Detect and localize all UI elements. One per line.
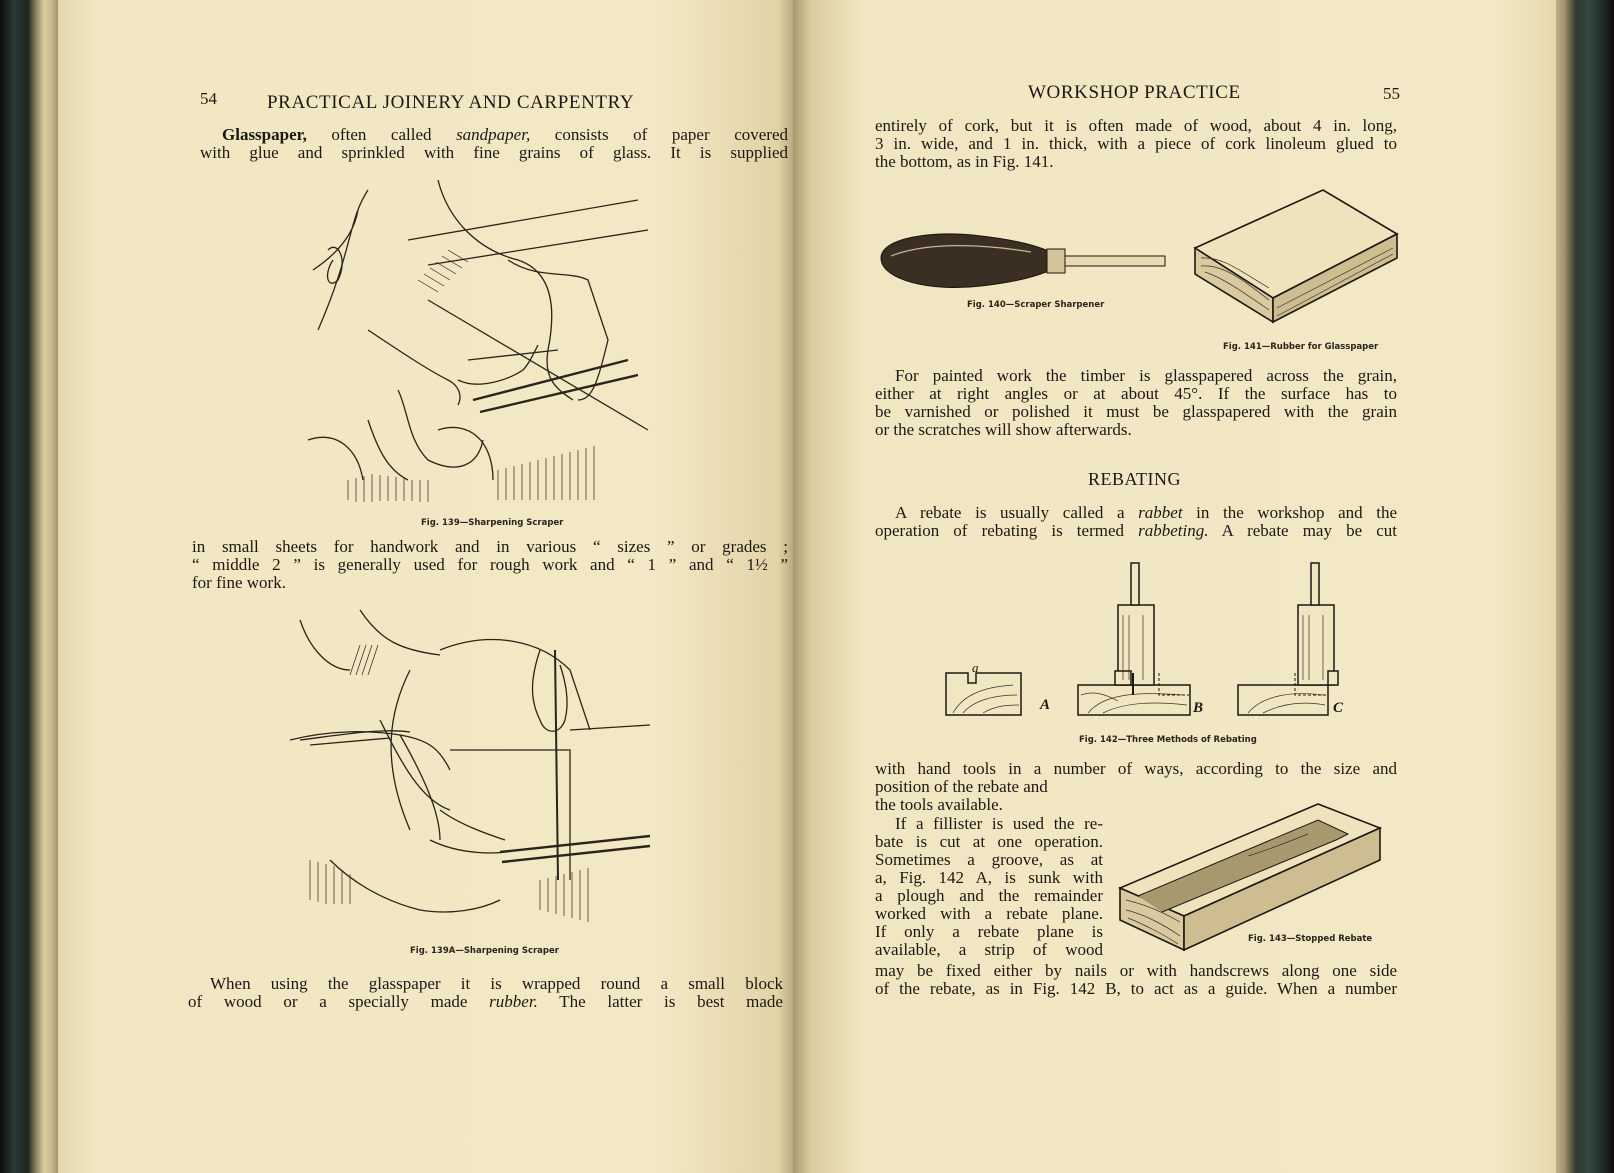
figure-139a-caption: Fig. 139A—Sharpening Scraper [410,946,559,956]
figure-142-caption: Fig. 142—Three Methods of Rebating [1079,735,1257,745]
left-page [58,0,793,1173]
figure-142-label-A: A [1040,697,1051,713]
running-head: WORKSHOP PRACTICE [1028,82,1241,103]
paragraph-cork: entirely of cork, but it is often made of wood, about 4 in. long, 3 in. wide, and 1 in. thick, with a piece of cork linoleum glued to the bottom, as in Fig. 141. [875,116,1397,171]
figure-142-label-a: a [972,660,979,675]
figure-139-caption: Fig. 139—Sharpening Scraper [421,518,564,528]
figure-143-illustration [1118,800,1398,950]
figure-140-caption: Fig. 140—Scraper Sharpener [967,300,1105,310]
paragraph-rebate-intro: A rebate is usually called a rabbet in the workshop and the operation of rebating is termed rabbeting. A rebate may be cut [875,503,1398,540]
paragraph-strip-of-wood: may be fixed either by nails or with handscrews along one side of the rebate, as in Fig. 142 B, to act as a guide. When a number [875,961,1397,998]
page-number: 55 [1383,84,1400,103]
running-head: PRACTICAL JOINERY AND CARPENTRY [267,92,635,113]
paragraph-fillister: If a fillister is used the re- bate is cut at one operation. Sometimes a groove, as at a, Fig. 142 A, is sunk with a plough and the remainder worked with a rebate plane. If only a rebate plane is available, a strip of wood [875,814,1103,959]
paragraph-painted-work: For painted work the timber is glasspapered across the grain, either at right angles or at about 45°. If the surface has to be varnished or polished it must be glasspapered with the grain or the scratches will show afterwards. [875,366,1397,439]
paragraph-sizes: in small sheets for handwork and in various “ sizes ” or grades ; “ middle 2 ” is generally used for rough work and “ 1 ” and “ 1½ ” for fine work. [192,537,788,592]
term-glasspaper: Glasspaper, [222,125,307,144]
right-page [793,0,1556,1173]
book-cover-left-edge [0,0,58,1173]
figure-142-illustration [943,555,1343,725]
paragraph-wrapping: When using the glasspaper it is wrapped round a small block of wood or a specially made rubber. The latter is best made [188,974,783,1011]
paragraph-hand-tools: with hand tools in a number of ways, according to the size and position of the rebate and the tools available. [875,759,1397,814]
figure-140-illustration [871,228,1171,298]
figure-142-label-C: C [1333,700,1344,716]
paragraph-glasspaper: Glasspaper, often called sandpaper, consists of paper covered with glue and sprinkled with fine grains of glass. It is supplied [200,125,788,162]
figure-141-caption: Fig. 141—Rubber for Glasspaper [1223,342,1379,352]
figure-139-illustration [308,180,648,510]
figure-143-caption: Fig. 143—Stopped Rebate [1248,934,1373,944]
book-cover-right-edge [1556,0,1614,1173]
page-number: 54 [200,89,217,108]
figure-142-label-B: B [1193,700,1204,716]
figure-139a-illustration [290,610,650,940]
figure-141-illustration [1193,188,1403,328]
section-heading: REBATING [1088,469,1181,489]
